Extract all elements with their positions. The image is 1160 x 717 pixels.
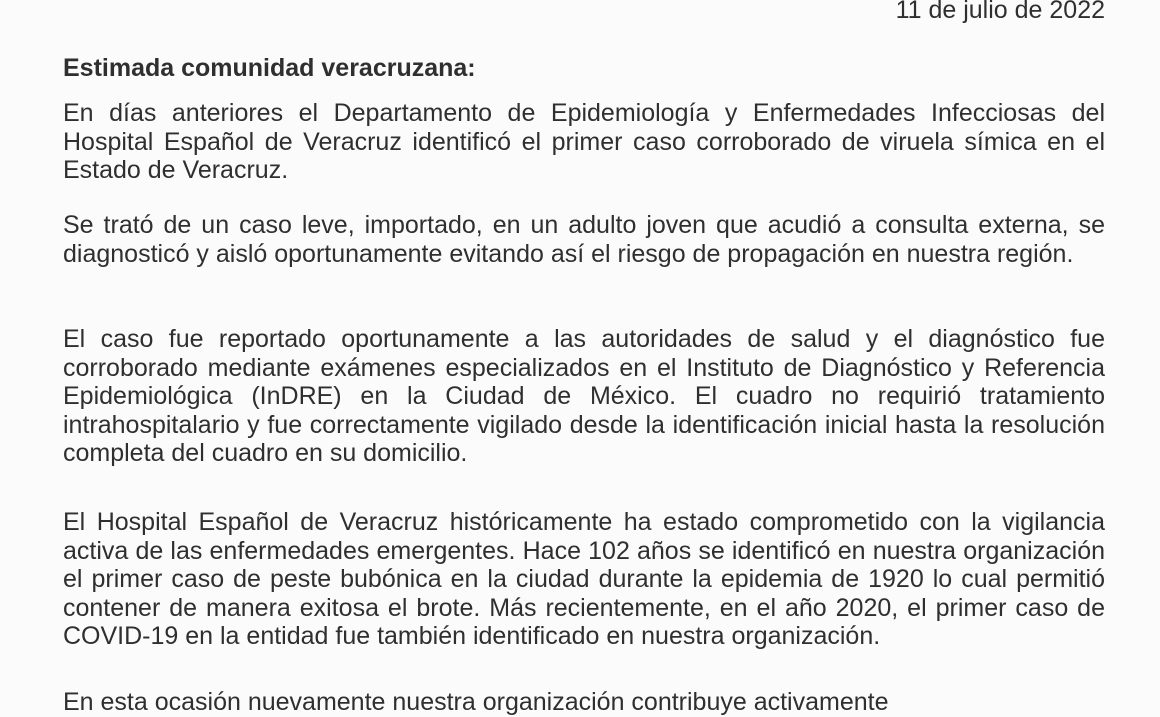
letter-salutation: Estimada comunidad veracruzana:: [63, 54, 476, 82]
paragraph-closing-cut: En esta ocasión nuevamente nuestra organización contribuye activamente: [63, 688, 889, 716]
paragraph-case-identification: En días anteriores el Departamento de Epidemiología y Enfermedades Infecciosas del Hospital Español de Veracruz identificó el primer caso corroborado de viruela símica en el Estado de Veracruz.: [63, 99, 1105, 184]
paragraph-case-description: Se trató de un caso leve, importado, en un adulto joven que acudió a consulta externa, se diagnosticó y aisló oportunamente evitando así el riesgo de propagación en nuestra región.: [63, 211, 1105, 268]
letter-date: 11 de julio de 2022: [895, 0, 1105, 24]
paragraph-hospital-history: El Hospital Español de Veracruz históricamente ha estado comprometido con la vigilancia activa de las enfermedades emergentes. Hace 102 años se identificó en nuestra organización el primer caso de peste bubónica en la ciudad durante la epidemia de 1920 lo cual permitió contener de manera exitosa el brote. Más recientemente, en el año 2020, el primer caso de COVID-19 en la entidad fue también identificado en nuestra organización.: [63, 508, 1105, 650]
paragraph-case-reporting: El caso fue reportado oportunamente a las autoridades de salud y el diagnóstico fue corroborado mediante exámenes especializados en el Instituto de Diagnóstico y Referencia Epidemiológica (InDRE) en la Ciudad de México. El cuadro no requirió tratamiento intrahospitalario y fue correctamente vigilado desde la identificación inicial hasta la resolución completa del cuadro en su domicilio.: [63, 325, 1105, 467]
